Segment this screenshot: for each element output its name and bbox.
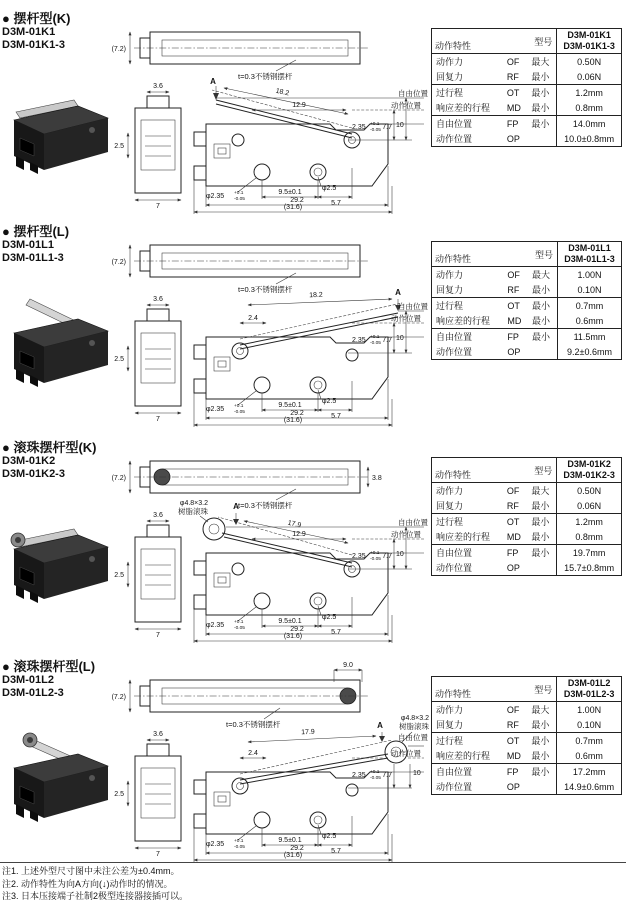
dim-hole-big: φ2.35 xyxy=(206,622,225,629)
dim-lever-length: 18.2 xyxy=(274,87,290,98)
table-model: D3M-01L1-3 xyxy=(564,254,615,264)
operating-position-label: 动作位置 xyxy=(391,530,421,539)
dim-hole-small: φ2.5 xyxy=(322,614,337,621)
row-name: 动作力 xyxy=(436,705,464,715)
table-model: D3M-01K2 xyxy=(567,459,611,469)
row-symbol: OT xyxy=(505,514,530,530)
row-name: 动作力 xyxy=(436,270,464,280)
row-qualifier xyxy=(529,779,556,795)
dim-sub-length: 12.9 xyxy=(292,531,306,538)
row-qualifier: 最大 xyxy=(532,270,551,280)
dim-tol-minus: -0.05 xyxy=(234,626,245,631)
row-name: 动作力 xyxy=(436,57,464,67)
end-view xyxy=(114,296,181,423)
row-value: 1.00N xyxy=(557,267,621,283)
dim-tol-minus: -0.05 xyxy=(370,128,381,133)
row-symbol: FP xyxy=(505,329,530,345)
dim-label: 2.5 xyxy=(114,791,124,798)
row-symbol: RF xyxy=(506,719,519,730)
row-name: 回复力 xyxy=(436,285,464,295)
row-symbol: OP xyxy=(506,781,520,792)
row-symbol: RF xyxy=(506,71,519,82)
section-lever-type-k xyxy=(0,8,626,220)
row-symbol: MD xyxy=(507,315,522,326)
row-symbol: FP xyxy=(505,545,530,561)
row-symbol: OP xyxy=(507,346,521,357)
table-model: D3M-01L2-3 xyxy=(563,689,615,699)
row-name: 自由位置 xyxy=(432,764,505,780)
lever-material-note: t=0.3不锈钢摆杆 xyxy=(226,720,281,729)
dim-label: 2.5 xyxy=(114,572,124,579)
row-name: 动作位置 xyxy=(436,347,473,357)
row-value: 9.2±0.6mm xyxy=(557,344,621,360)
row-qualifier: 最小 xyxy=(530,298,557,314)
dim-pitch: 9.5±0.1 xyxy=(278,189,302,196)
dim-pin: 2.35 xyxy=(352,124,366,131)
dim-body-width: 29.2 xyxy=(290,845,304,852)
row-name: 过行程 xyxy=(432,298,506,314)
note-line: 注1. 上述外型尺寸图中未注公差为±0.4mm。 xyxy=(2,866,180,876)
row-name: 回复力 xyxy=(436,720,464,730)
dim-label: 7 xyxy=(156,203,160,210)
table-model: D3M-01K2-3 xyxy=(563,470,615,480)
row-qualifier: 最大 xyxy=(531,486,550,496)
dim-label: 2.5 xyxy=(114,356,124,363)
row-value: 1.00N xyxy=(557,702,622,718)
row-name: 过行程 xyxy=(432,514,505,530)
row-name: 回复力 xyxy=(436,72,464,82)
note-line: 注3. 日本压接端子社制2极型连接器接插可以。 xyxy=(2,891,189,901)
spec-table xyxy=(431,457,622,576)
row-value: 0.10N xyxy=(557,282,621,298)
row-value: 14.0mm xyxy=(557,116,622,132)
dim-lever-length: 17.9 xyxy=(301,728,315,737)
dim-body-width: 29.2 xyxy=(290,410,304,417)
row-qualifier: 最小 xyxy=(531,72,550,82)
top-view xyxy=(112,32,368,81)
row-symbol: OF xyxy=(506,485,520,496)
model-header: 型号 xyxy=(534,684,553,695)
dim-lever-length: 18.2 xyxy=(309,291,323,300)
operating-position-label: 动作位置 xyxy=(391,314,421,323)
end-view xyxy=(114,83,181,210)
characteristics-header: 动作特性 xyxy=(435,254,472,264)
row-symbol: OT xyxy=(505,733,530,749)
dim-tol-plus: +0.1 xyxy=(234,839,244,844)
dim-tol-plus: +0.1 xyxy=(234,620,244,625)
spec-table xyxy=(431,241,622,360)
end-view xyxy=(114,731,181,858)
main-view xyxy=(194,715,429,862)
direction-a-label: A xyxy=(233,502,239,511)
dim-label: 10 xyxy=(396,335,404,342)
dim-label: 3.6 xyxy=(153,296,163,303)
row-symbol: OP xyxy=(506,562,520,573)
dim-body-width: 29.2 xyxy=(290,626,304,633)
row-qualifier: 最小 xyxy=(531,501,550,511)
dim-label: 10 xyxy=(396,122,404,129)
dim-pin: 2.35 xyxy=(352,337,366,344)
dim-label: (7.2) xyxy=(111,475,126,482)
row-qualifier: 最小 xyxy=(532,316,551,326)
row-symbol: OF xyxy=(506,704,520,715)
row-qualifier: 最小 xyxy=(529,545,556,561)
dim-total-width: (31.6) xyxy=(283,204,303,211)
section-title: ● 摆杆型(L) xyxy=(2,224,70,239)
row-value: 0.6mm xyxy=(557,313,621,329)
row-qualifier xyxy=(529,560,556,576)
product-photo xyxy=(4,291,116,387)
dim-label: 7.7 xyxy=(382,337,392,344)
product-photo xyxy=(4,78,116,174)
row-qualifier: 最小 xyxy=(532,285,551,295)
model-header: 型号 xyxy=(534,36,553,47)
free-position-label: 自由位置 xyxy=(398,89,428,98)
dim-tol-minus: -0.05 xyxy=(370,776,381,781)
section-lever-type-l xyxy=(0,221,626,433)
model-numbers xyxy=(2,455,65,481)
row-qualifier: 最大 xyxy=(531,705,550,715)
row-qualifier: 最小 xyxy=(531,103,550,113)
row-value: 0.50N xyxy=(557,54,622,70)
dim-offset: 5.7 xyxy=(331,413,341,420)
row-name: 响应差的行程 xyxy=(436,316,491,326)
row-value: 0.7mm xyxy=(557,298,621,314)
dim-pitch: 9.5±0.1 xyxy=(278,837,302,844)
dim-label: 7 xyxy=(156,632,160,639)
section-title: ● 摆杆型(K) xyxy=(2,11,71,26)
top-view xyxy=(112,461,382,510)
dim-label: 3.8 xyxy=(372,475,382,482)
dim-hole-small: φ2.5 xyxy=(322,185,337,192)
row-symbol: RF xyxy=(507,284,520,295)
row-value: 0.10N xyxy=(557,717,622,733)
note-line: 注2. 动作特性为向A方向(↓)动作时的情况。 xyxy=(2,878,173,889)
model-numbers xyxy=(2,239,64,265)
dim-pin: 2.35 xyxy=(352,772,366,779)
dim-hole-small: φ2.5 xyxy=(322,398,337,405)
row-name: 自由位置 xyxy=(432,329,506,345)
dim-label: (7.2) xyxy=(111,46,126,53)
row-value: 14.9±0.6mm xyxy=(557,779,622,795)
dim-offset: 5.7 xyxy=(331,200,341,207)
main-view xyxy=(194,288,428,427)
section-title: ● 滚珠摆杆型(L) xyxy=(2,659,96,674)
dim-tol-plus: +0.1 xyxy=(370,122,380,127)
product-photo xyxy=(4,507,116,603)
direction-a-label: A xyxy=(377,721,383,730)
table-model: D3M-01K1 xyxy=(567,30,611,40)
model-number: D3M-01L1 xyxy=(2,239,54,251)
lever-material-note: t=0.3不锈钢摆杆 xyxy=(238,72,293,81)
dim-tol-minus: -0.05 xyxy=(234,845,245,850)
row-symbol: MD xyxy=(506,750,521,761)
dim-total-width: (31.6) xyxy=(283,417,303,424)
end-view xyxy=(114,512,181,639)
dim-label: 9.0 xyxy=(343,662,353,669)
lever-material-note: t=0.3不锈钢摆杆 xyxy=(238,285,293,294)
row-value: 0.50N xyxy=(557,483,622,499)
row-qualifier: 最小 xyxy=(531,751,550,761)
dim-label: 3.6 xyxy=(153,512,163,519)
model-number: D3M-01L2 xyxy=(2,674,54,686)
row-name: 响应差的行程 xyxy=(436,103,491,113)
dim-tol-minus: -0.05 xyxy=(234,410,245,415)
section-roller-lever-type-l xyxy=(0,656,626,868)
row-value: 1.2mm xyxy=(557,85,622,101)
dim-total-width: (31.6) xyxy=(283,852,303,859)
dim-pin: 2.35 xyxy=(352,553,366,560)
roller-note: 树脂滚珠 xyxy=(178,507,208,516)
dim-tol-plus: +0.1 xyxy=(370,335,380,340)
dim-pitch: 9.5±0.1 xyxy=(278,402,302,409)
characteristics-header: 动作特性 xyxy=(435,470,472,480)
row-value: 15.7±0.8mm xyxy=(557,560,622,576)
row-name: 动作位置 xyxy=(436,563,473,573)
dim-sub-length: 2.4 xyxy=(248,315,258,322)
row-qualifier: 最小 xyxy=(529,116,556,132)
row-qualifier: 最小 xyxy=(530,329,557,345)
roller-note: 树脂滚珠 xyxy=(399,722,429,731)
dim-body-width: 29.2 xyxy=(290,197,304,204)
dim-tol-minus: -0.05 xyxy=(370,341,381,346)
row-symbol: OT xyxy=(505,298,530,314)
row-symbol: MD xyxy=(506,531,521,542)
row-name: 自由位置 xyxy=(432,545,505,561)
row-symbol: OP xyxy=(506,133,520,144)
row-qualifier: 最小 xyxy=(531,720,550,730)
free-position-label: 自由位置 xyxy=(398,518,428,527)
model-header: 型号 xyxy=(534,249,553,260)
model-header: 型号 xyxy=(534,465,553,476)
free-position-label: 自由位置 xyxy=(398,302,428,311)
row-qualifier: 最小 xyxy=(531,532,550,542)
table-model: D3M-01K1-3 xyxy=(563,41,615,51)
free-position-label: 自由位置 xyxy=(398,733,428,742)
dim-label: 7.7 xyxy=(382,772,392,779)
dim-tol-plus: +0.1 xyxy=(234,404,244,409)
row-qualifier xyxy=(529,131,556,147)
dim-label: (7.2) xyxy=(111,694,126,701)
dim-sub-length: 2.4 xyxy=(248,750,258,757)
row-name: 回复力 xyxy=(436,501,464,511)
row-value: 1.2mm xyxy=(557,514,622,530)
dim-label: 3.6 xyxy=(153,83,163,90)
row-name: 过行程 xyxy=(432,85,505,101)
row-symbol: MD xyxy=(506,102,521,113)
spec-table xyxy=(431,676,622,795)
row-value: 0.06N xyxy=(557,498,622,514)
row-value: 17.2mm xyxy=(557,764,622,780)
row-value: 0.7mm xyxy=(557,733,622,749)
dim-label: 7 xyxy=(156,851,160,858)
row-name: 响应差的行程 xyxy=(436,532,491,542)
dim-total-width: (31.6) xyxy=(283,633,303,640)
characteristics-header: 动作特性 xyxy=(435,689,472,699)
dim-label: 3.6 xyxy=(153,731,163,738)
model-numbers xyxy=(2,26,65,52)
row-value: 0.06N xyxy=(557,69,622,85)
table-model: D3M-01L1 xyxy=(568,243,611,253)
model-number: D3M-01K1 xyxy=(2,26,56,38)
model-number: D3M-01K2-3 xyxy=(2,468,65,480)
row-symbol: OF xyxy=(507,269,520,280)
row-value: 0.8mm xyxy=(557,100,622,116)
roller-note: φ4.8×3.2 xyxy=(179,500,208,507)
dim-label: (7.2) xyxy=(111,259,126,266)
dim-label: 7.7 xyxy=(382,553,392,560)
model-number: D3M-01K1-3 xyxy=(2,39,65,51)
dim-offset: 5.7 xyxy=(331,848,341,855)
row-name: 响应差的行程 xyxy=(436,751,491,761)
row-name: 动作力 xyxy=(436,486,464,496)
product-photo xyxy=(4,726,116,822)
row-qualifier: 最大 xyxy=(531,57,550,67)
row-qualifier: 最小 xyxy=(529,764,556,780)
dim-label: 2.5 xyxy=(114,143,124,150)
row-name: 过行程 xyxy=(432,733,505,749)
row-qualifier: 最小 xyxy=(529,85,556,101)
row-name: 动作位置 xyxy=(436,782,473,792)
row-value: 0.8mm xyxy=(557,529,622,545)
dim-offset: 5.7 xyxy=(331,629,341,636)
row-value: 10.0±0.8mm xyxy=(557,131,622,147)
row-qualifier: 最小 xyxy=(529,514,556,530)
dim-label: 10 xyxy=(413,770,421,777)
roller xyxy=(203,518,225,540)
row-name: 动作位置 xyxy=(436,134,473,144)
direction-a-label: A xyxy=(210,77,216,86)
row-value: 11.5mm xyxy=(557,329,621,345)
row-name: 自由位置 xyxy=(432,116,505,132)
model-numbers xyxy=(2,674,64,700)
row-symbol: OT xyxy=(505,85,530,101)
dim-hole-big: φ2.35 xyxy=(206,193,225,200)
dim-pitch: 9.5±0.1 xyxy=(278,618,302,625)
section-roller-lever-type-k xyxy=(0,437,626,649)
dim-label: 10 xyxy=(396,551,404,558)
spec-table xyxy=(431,28,622,147)
dim-tol-plus: +0.1 xyxy=(370,551,380,556)
dim-sub-length: 12.9 xyxy=(292,102,306,109)
row-value: 19.7mm xyxy=(557,545,622,561)
model-number: D3M-01L2-3 xyxy=(2,687,64,699)
dim-hole-big: φ2.35 xyxy=(206,841,225,848)
dim-hole-small: φ2.5 xyxy=(322,833,337,840)
dim-tol-plus: +0.1 xyxy=(234,191,244,196)
model-number: D3M-01K2 xyxy=(2,455,56,467)
dim-hole-big: φ2.35 xyxy=(206,406,225,413)
dim-tol-plus: +0.1 xyxy=(370,770,380,775)
row-symbol: RF xyxy=(506,500,519,511)
model-number: D3M-01L1-3 xyxy=(2,252,64,264)
section-title: ● 滚珠摆杆型(K) xyxy=(2,440,97,455)
direction-a-label: A xyxy=(395,288,401,297)
dim-tol-minus: -0.05 xyxy=(370,557,381,562)
operating-position-label: 动作位置 xyxy=(391,101,421,110)
dim-label: 7 xyxy=(156,416,160,423)
row-symbol: FP xyxy=(505,116,530,132)
operating-position-label: 动作位置 xyxy=(391,749,421,758)
row-symbol: FP xyxy=(505,764,530,780)
main-view xyxy=(194,77,428,214)
row-value: 0.6mm xyxy=(557,748,622,764)
roller-note: φ4.8×3.2 xyxy=(400,715,429,722)
top-view xyxy=(112,245,368,294)
footnotes xyxy=(0,862,626,903)
characteristics-header: 动作特性 xyxy=(435,41,472,51)
main-view xyxy=(178,500,428,643)
row-qualifier: 最小 xyxy=(529,733,556,749)
table-model: D3M-01L2 xyxy=(567,678,611,688)
dim-tol-minus: -0.05 xyxy=(234,197,245,202)
dim-label: 7.7 xyxy=(382,124,392,131)
lever-material-note: t=0.3不锈钢摆杆 xyxy=(238,501,293,510)
dim-lever-length: 17.9 xyxy=(286,519,302,530)
row-symbol: OF xyxy=(506,56,520,67)
top-view xyxy=(112,662,368,729)
row-qualifier xyxy=(530,344,557,360)
